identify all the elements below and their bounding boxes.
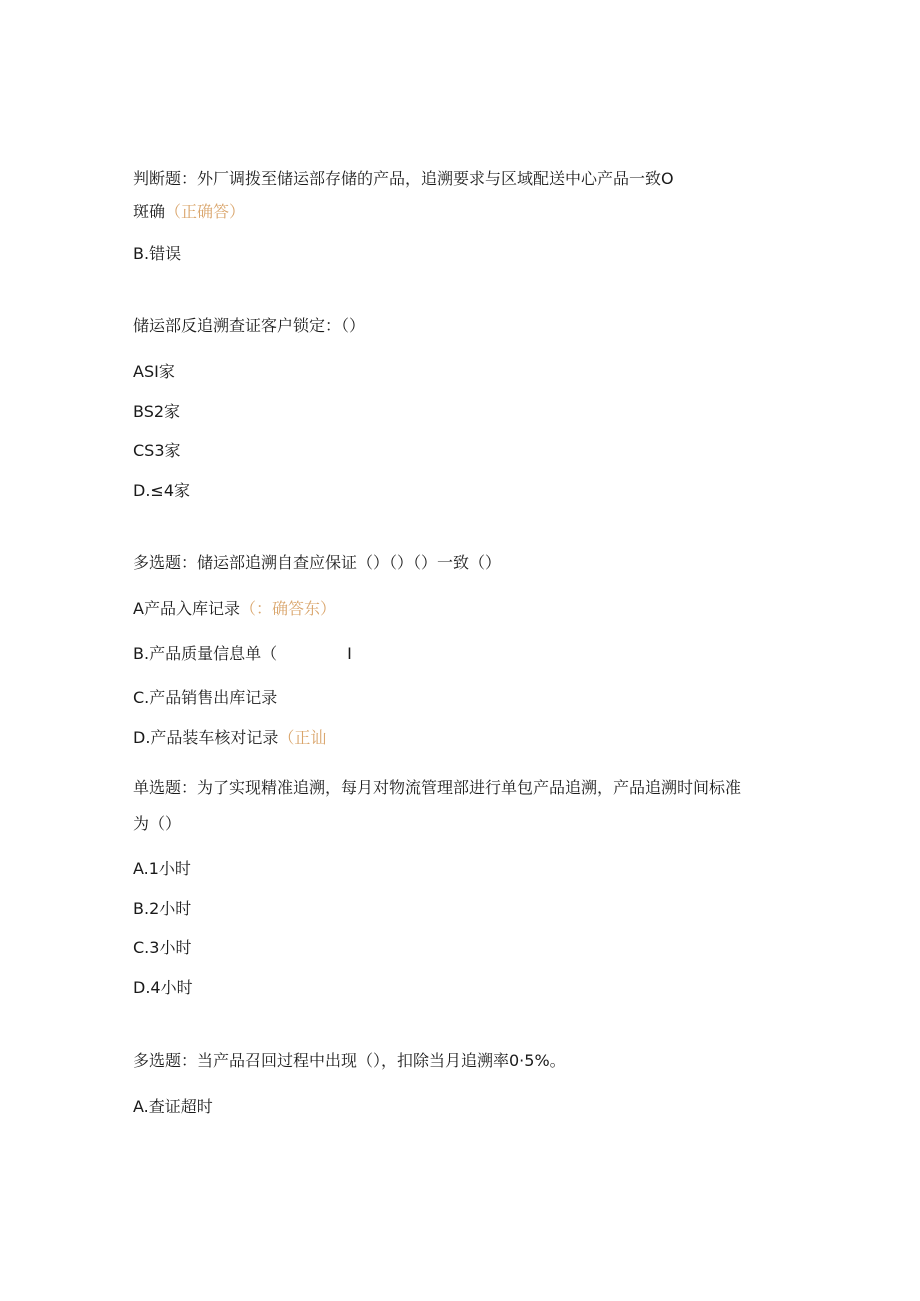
question-1-option-a [133, 201, 245, 223]
question-2-option-c: CS3家 [133, 441, 181, 460]
option-text: A产品入库记录 [133, 599, 240, 618]
question-3-option-a [133, 598, 336, 620]
question-4-option-c: C.3小时 [133, 938, 192, 957]
question-4-stem-line-2: 为（） [133, 814, 182, 833]
option-tail: I [347, 644, 352, 663]
question-5-stem: 多选题：当产品召回过程中出现（），扣除当月追溯率0·5%。 [133, 1051, 566, 1070]
question-2-option-a: ASI家 [133, 362, 175, 381]
question-4-option-a: A.1小时 [133, 859, 191, 878]
question-2-stem: 储运部反追溯查证客户锁定：（） [133, 316, 366, 335]
question-3-option-d [133, 727, 326, 749]
question-4-option-d: D.4小时 [133, 978, 193, 997]
question-1-option-b: B.错误 [133, 244, 182, 263]
question-2-option-d: D.≤4家 [133, 481, 190, 500]
answer-note: （：确答东） [239, 599, 336, 618]
question-3-option-c: C.产品销售出库记录 [133, 688, 278, 707]
answer-note: （正讪 [278, 728, 327, 747]
question-2-option-b: BS2家 [133, 402, 181, 421]
question-5-option-a: A.查证超时 [133, 1097, 213, 1116]
question-1-stem: 判断题：外厂调拨至储运部存储的产品，追溯要求与区域配送中心产品一致O [133, 169, 674, 188]
question-3-option-b [133, 643, 352, 665]
question-4-option-b: B.2小时 [133, 899, 192, 918]
question-3-stem: 多选题：储运部追溯自查应保证（）（）（）一致（） [133, 553, 502, 572]
answer-note: （正确答） [165, 202, 246, 221]
option-text: 斑确 [133, 202, 166, 221]
question-4-stem-line-1: 单选题：为了实现精准追溯，每月对物流管理部进行单包产品追溯，产品追溯时间标准 [133, 778, 742, 797]
option-text: D.产品装车核对记录 [133, 728, 279, 747]
option-text: B.产品质量信息单（ [133, 644, 278, 663]
